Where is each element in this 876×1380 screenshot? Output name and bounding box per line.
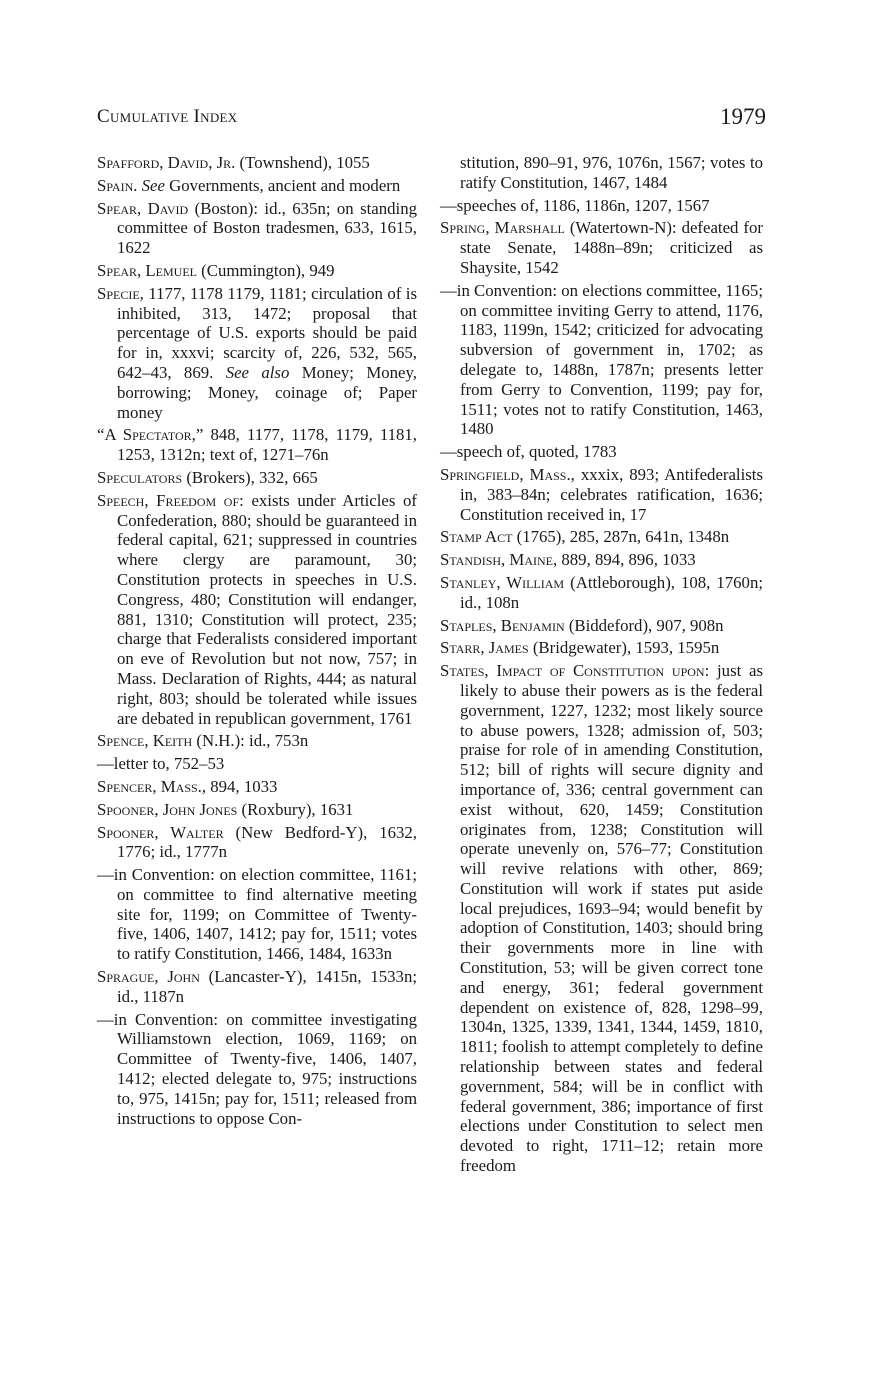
running-head [97, 106, 766, 136]
entry-text: 1177, 1178 1179, 1181; circulation of is inhibited, 313, 1472; proposal that percentage of U.S. exports should be paid for in, xxxvi; scarcity of, 226, 532, 565, 642–43, 869. [117, 283, 417, 382]
entry-heading: Spencer, Mass., [97, 776, 207, 796]
index-entry [97, 1010, 417, 1129]
index-entry [440, 573, 763, 613]
entry-text: Governments, ancient and modern [164, 175, 401, 195]
page-number: 1979 [720, 104, 766, 129]
index-entry [97, 153, 417, 173]
entry-text: —letter to, 752–53 [97, 754, 225, 774]
entry-heading: Standish, Maine, [440, 550, 558, 570]
index-entry [440, 153, 763, 193]
entry-heading: Sprague, John [97, 967, 200, 987]
entry-heading: Spring, Marshall [440, 218, 565, 238]
entry-text: (Brokers), 332, 665 [182, 467, 318, 487]
entry-cross-ref: See [137, 175, 165, 195]
entry-text: —speech of, quoted, 1783 [440, 442, 617, 462]
entry-heading: Spooner, John Jones [97, 799, 238, 819]
entry-heading: Speculators [97, 467, 183, 487]
entry-text: Money; Money, borrowing; Money, coinage of; Paper money [117, 362, 417, 422]
left-column [97, 153, 417, 1131]
index-entry [440, 550, 763, 570]
entry-heading: “A Spectator,” [97, 425, 204, 445]
entry-heading: Spafford, David, Jr. [97, 153, 236, 172]
index-entry [440, 442, 763, 462]
entry-text: just as likely to abuse their powers as is the federal government, 1227, 1232; most likely source to abuse powers, 1328; admission of, 503; praise for role of in amending Constitution, 512; bill of rights will secure dignity and importance of, 336; central government can exist without, 620, 1459; Constitution originates from, 1238; Constitution will operate unevenly on, 576–77; Constitution will revive relations with other, 869; Constitution will work if states put aside local prejudices, 1693–94; would benefit by adoption of Constitution, 1403; should bring their governments more in line with Constitution, 53; will be given correct tone and energy, 361; federal government dependent on existence of, 828, 1298–99, 1304n, 1325, 1339, 1341, 1344, 1459, 1810, 1811; foolish to attempt completely to define relationship between states and federal government, 584; will be in conflict with federal government, 386; importance of first elections under Constitution to select men devoted to right, 1711–12; retain more freedom [460, 661, 763, 1176]
entry-text: —in Convention: on committee investigating Williamstown election, 1069, 1169; on Committee of Twenty-five, 1406, 1407, 1412; elected delegate to, 975; instructions to, 975, 1415n; pay for, 1511; released from instructions to oppose Con- [97, 1009, 417, 1128]
index-entry [97, 777, 417, 797]
right-column [440, 153, 763, 1179]
entry-heading: Spear, David [97, 198, 189, 218]
entry-text: stitution, 890–91, 976, 1076n, 1567; votes to ratify Constitution, 1467, 1484 [460, 153, 763, 192]
entry-text: (Biddeford), 907, 908n [564, 615, 724, 635]
index-entry [97, 754, 417, 774]
index-entry [440, 616, 763, 636]
entry-text: 889, 894, 896, 1033 [557, 550, 696, 570]
index-entry [97, 865, 417, 964]
index-entry [97, 491, 417, 729]
entry-heading: Specie, [97, 283, 144, 303]
entry-text: (New Bedford-Y), 1632, 1776; id., 1777n [117, 822, 417, 862]
index-entry [97, 261, 417, 281]
entry-heading: Springfield, Mass., [440, 464, 575, 484]
entry-heading: Starr, James [440, 638, 529, 658]
entry-text: —speeches of, 1186, 1186n, 1207, 1567 [440, 195, 710, 215]
entry-heading: Spooner, Walter [97, 822, 224, 842]
entry-heading: Stanley, William [440, 572, 565, 592]
entry-text: (Bridgewater), 1593, 1595n [528, 638, 720, 658]
index-entry [97, 823, 417, 863]
entry-text: 848, 1177, 1178, 1179, 1181, 1253, 1312n; text of, 1271–76n [117, 425, 417, 465]
entry-heading: Spear, Lemuel [97, 260, 197, 280]
index-entry [440, 281, 763, 439]
entry-heading: Spain. [97, 175, 138, 195]
entry-text: 894, 1033 [206, 776, 278, 796]
entry-heading: States, Impact of Constitution upon: [440, 661, 710, 681]
entry-text: exists under Articles of Confederation, 880; should be guaranteed in federal capital, 621; suppressed in countries where clergy are paramount, 30; Constitution protects in speeches in U.S. Congress, 480; Constitution will endanger, 881, 1310; Constitution will protect, 235; charge that Federalists considered important on eve of Revolution but not now, 757; in Mass. Declaration of Rights, 444; as natural right, 803; should be tolerated while issues are debated in republican government, 1761 [117, 490, 417, 728]
entry-cross-ref: See also [213, 362, 290, 382]
index-entry [97, 731, 417, 751]
entry-text: (Watertown-N): defeated for state Senate, 1488n–89n; criticized as Shaysite, 1542 [460, 218, 763, 277]
entry-text: (1765), 285, 287n, 641n, 1348n [512, 527, 730, 547]
entry-heading: Stamp Act [440, 527, 513, 547]
index-entry [97, 176, 417, 196]
entry-text: (Lancaster-Y), 1415n, 1533n; id., 1187n [117, 967, 418, 1006]
entry-text: xxxix, 893; Antifederalists in, 383–84n; celebrates ratification, 1636; Constitution received in, 17 [460, 464, 763, 524]
entry-text: (Boston): id., 635n; on standing committee of Boston tradesmen, 633, 1615, 1622 [117, 198, 417, 258]
entry-heading: Staples, Benjamin [440, 615, 565, 635]
index-entry [97, 800, 417, 820]
index-entry [97, 425, 417, 465]
index-entry [97, 199, 417, 258]
entry-text: —in Convention: on elections committee, 1165; on committee inviting Gerry to attend, 1176, 1183, 1199n, 1542; criticized for advocating subversion of government in, 1702; as delegate to, 1488n, 1787n; presents letter from Gerry to Convention, 1199; pay for, 1511; votes not to ratify Constitution, 1463, 1480 [440, 280, 763, 439]
entry-text: —in Convention: on election committee, 1161; on committee to find alternative meeting site for, 1199; on Committee of Twenty-five, 1406, 1407, 1412; pay for, 1511; votes to ratify Constitution, 1466, 1484, 1633n [97, 865, 417, 964]
index-entry [97, 284, 417, 423]
index-entry [440, 661, 763, 1176]
entry-text: (Cummington), 949 [196, 260, 335, 280]
index-entry [440, 638, 763, 658]
entry-text: (Townshend), 1055 [235, 153, 370, 172]
index-entry [97, 468, 417, 488]
running-head-title: Cumulative Index [97, 106, 238, 127]
index-entry [440, 196, 763, 216]
entry-text: (N.H.): id., 753n [192, 731, 309, 751]
entry-text: (Attleborough), 108, 1760n; id., 108n [460, 572, 763, 612]
index-entry [440, 527, 763, 547]
index-entry [440, 465, 763, 524]
entry-text: (Roxbury), 1631 [237, 799, 354, 819]
entry-heading: Speech, Freedom of: [97, 490, 244, 510]
entry-heading: Spence, Keith [97, 731, 193, 751]
index-entry [97, 967, 417, 1007]
index-entry [440, 218, 763, 277]
